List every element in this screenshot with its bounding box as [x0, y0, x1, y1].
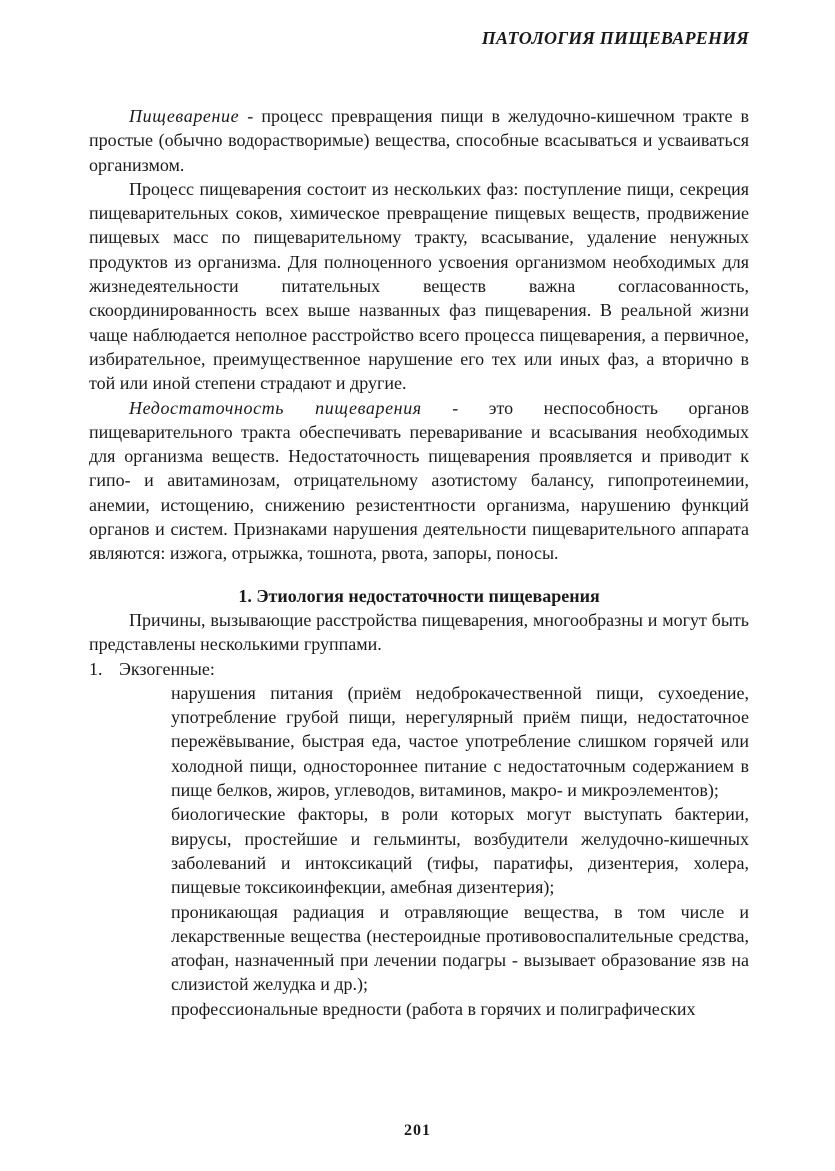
term-digestion: Пищеварение — [129, 106, 240, 126]
list-label: Экзогенные: — [119, 658, 215, 679]
section-heading: 1. Этиология недостаточности пищеварения — [238, 585, 600, 606]
running-header: ПАТОЛОГИЯ ПИЩЕВАРЕНИЯ — [481, 28, 749, 48]
definition-text: - это неспособность органов пищеварительного тракта обеспечивать переваривание и всасывания необходимых для организма веществ. Недостаточность пищеварения проявляется и приводит к гипо- и авитаминозам, отрицательному азотистому балансу, гипопротеинемии, анемии, истощению, снижению резистентности организма, нарушению функций органов и систем. Признаками нарушения деятельности пищеварительного аппарата являются: изжога, отрыжка, тошнота, рвота, запоры, поносы. — [89, 397, 749, 564]
term-digestive-insufficiency: Недостаточность пищеварения — [129, 397, 422, 418]
paragraph-definition-insufficiency — [89, 396, 749, 566]
page-number: 201 — [404, 1122, 431, 1139]
list-number: 1. — [89, 658, 103, 679]
cause-nutrition: нарушения питания (приём недоброкачественной пищи, сухоедение, употребление грубой пищи, нерегулярный приём пищи, недостаточное пережёвывание, быстрая еда, частое употребление слишком горячей или холодной пищи, одностороннее питание с недостаточным содержанием в пище белков, жиров, углеводов, витаминов, макро- и микроэлементов); — [171, 682, 749, 801]
exogenous-causes-list — [89, 681, 749, 1021]
cause-occupational: профессиональные вредности (работа в горячих и полиграфических — [171, 998, 696, 1019]
cause-radiation-toxins: проникающая радиация и отравляющие вещества, в том числе и лекарственные вещества (нестероидные противовоспалительные средства, атофан, назначенный при лечении подагры - вызывает образование язв на слизистой желудка и др.); — [171, 901, 749, 995]
main-text — [89, 104, 749, 1021]
cause-biological: биологические факторы, в роли которых могут выступать бактерии, вирусы, простейшие и гельминты, возбудители желудочно-кишечных заболеваний и интоксикаций (тифы, паратифы, дизентерия, холера, пищевые токсикоинфекции, амебная дизентерия); — [171, 804, 749, 898]
paragraph-definition-digestion — [89, 104, 749, 177]
paragraph-digestion-phases: Процесс пищеварения состоит из нескольких фаз: поступление пищи, секреция пищеварительных соков, химическое превращение пищевых веществ, продвижение пищевых масс по пищеварительному тракту, всасывание, удаление ненужных продуктов из организма. Для полноценного усвоения организмом необходимых для жизнедеятельности питательных веществ важна согласованность, скоординированность всех выше названных фаз пищеварения. В реальной жизни чаще наблюдается неполное расстройство всего процесса пищеварения, а первичное, избирательное, преимущественное нарушение его тех или иных фаз, а вторично в той или иной степени страдают и другие. — [89, 178, 749, 394]
definition-text: - процесс превращения пищи в желудочно-кишечном тракте в простые (обычно водорастворимые) вещества, способные всасываться и усваиваться организмом. — [89, 106, 749, 175]
list-item-exogenous — [89, 657, 749, 681]
section-intro: Причины, вызывающие расстройства пищеварения, многообразны и могут быть представлены несколькими группами. — [89, 609, 749, 655]
